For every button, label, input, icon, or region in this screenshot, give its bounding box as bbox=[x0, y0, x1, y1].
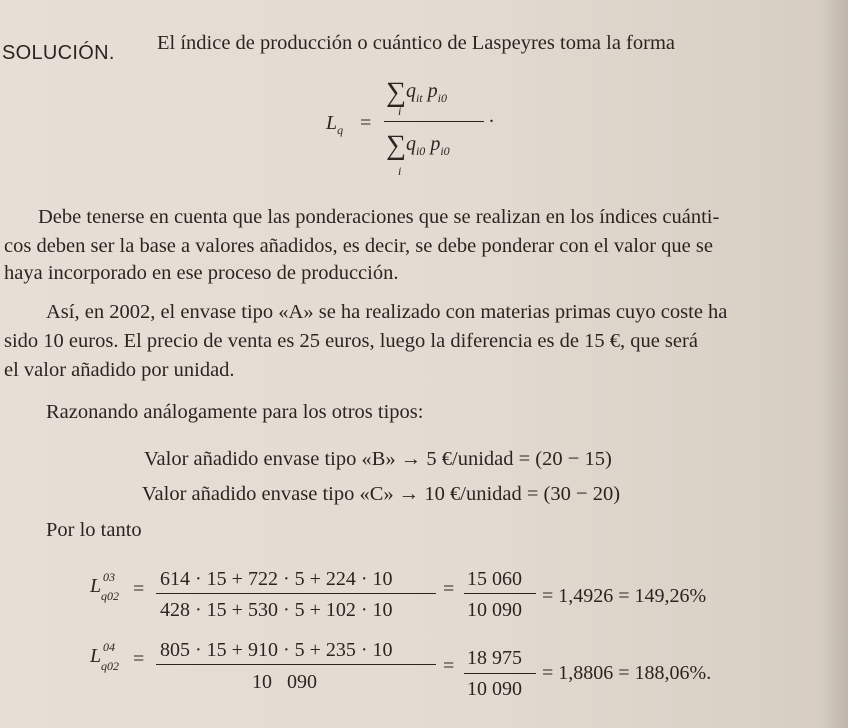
formula-num-index: i bbox=[398, 104, 402, 118]
paragraph-reasoning: Razonando análogamente para los otros tipos: bbox=[46, 401, 424, 423]
paragraph-line: Así, en 2002, el envase tipo «A» se ha realizado con materias primas cuyo coste ha bbox=[46, 301, 728, 323]
index-2003-num2: 15 060 bbox=[467, 568, 522, 590]
index-2003-numerator: 614 · 15 + 722 · 5 + 224 · 10 bbox=[160, 568, 393, 590]
formula-equals: = bbox=[360, 112, 372, 134]
formula-den-index: i bbox=[398, 164, 402, 178]
index-2004-eq2: = bbox=[443, 655, 455, 677]
formula-lhs: $L_q$ bbox=[326, 112, 344, 137]
index-2003-lhs: L bbox=[90, 575, 102, 597]
index-2004-bar bbox=[156, 664, 436, 665]
index-2003-bar bbox=[156, 593, 436, 594]
intro-text: El índice de producción o cuántico de Laspeyres toma la forma bbox=[157, 32, 675, 54]
index-2004-bar2 bbox=[464, 673, 536, 674]
index-2004-numerator: 805 · 15 + 910 · 5 + 235 · 10 bbox=[160, 639, 393, 661]
index-2003-eq1: = bbox=[133, 578, 145, 600]
index-2003-sup: 03 bbox=[103, 570, 115, 584]
formula-denominator: $\sum q_{i0}$ $p_{i0}$ bbox=[386, 130, 450, 161]
index-2004-denominator: 10 090 bbox=[252, 671, 317, 693]
index-2003-sub: q02 bbox=[101, 589, 119, 603]
formula-fraction-bar bbox=[384, 121, 484, 122]
index-2003-eq2: = bbox=[443, 578, 455, 600]
page-edge-shadow bbox=[818, 0, 848, 728]
index-2004-result: = 1,8806 = 188,06%. bbox=[542, 662, 712, 684]
value-added-b: Valor añadido envase tipo «B» → 5 €/unidad = (20 − 15) bbox=[144, 448, 612, 470]
index-2004-sub: q02 bbox=[101, 659, 119, 673]
solution-label: SOLUCIÓN. bbox=[2, 42, 115, 64]
paragraph-line: haya incorporado en ese proceso de producción. bbox=[4, 262, 399, 284]
index-2004-num2: 18 975 bbox=[467, 647, 522, 669]
paragraph-line: el valor añadido por unidad. bbox=[4, 359, 235, 381]
index-2004-lhs: L bbox=[90, 645, 102, 667]
formula-period: . bbox=[489, 105, 494, 127]
index-2004-sup: 04 bbox=[103, 640, 115, 654]
index-2003-den2: 10 090 bbox=[467, 599, 522, 621]
formula-numerator: $\sum q_{it}$ $p_{i0}$ bbox=[386, 77, 447, 108]
therefore-text: Por lo tanto bbox=[46, 519, 142, 541]
paragraph-line: Debe tenerse en cuenta que las ponderaciones que se realizan en los índices cuánti- bbox=[38, 206, 720, 228]
value-added-c: Valor añadido envase tipo «C» → 10 €/unidad = (30 − 20) bbox=[142, 483, 621, 505]
index-2004-den2: 10 090 bbox=[467, 678, 522, 700]
index-2003-result: = 1,4926 = 149,26% bbox=[542, 585, 707, 607]
index-2003-denominator: 428 · 15 + 530 · 5 + 102 · 10 bbox=[160, 599, 393, 621]
index-2004-eq1: = bbox=[133, 648, 145, 670]
paragraph-line: cos deben ser la base a valores añadidos, es decir, se debe ponderar con el valor que se bbox=[4, 235, 713, 257]
index-2003-bar2 bbox=[464, 593, 536, 594]
paragraph-line: sido 10 euros. El precio de venta es 25 euros, luego la diferencia es de 15 €, que será bbox=[4, 330, 698, 352]
